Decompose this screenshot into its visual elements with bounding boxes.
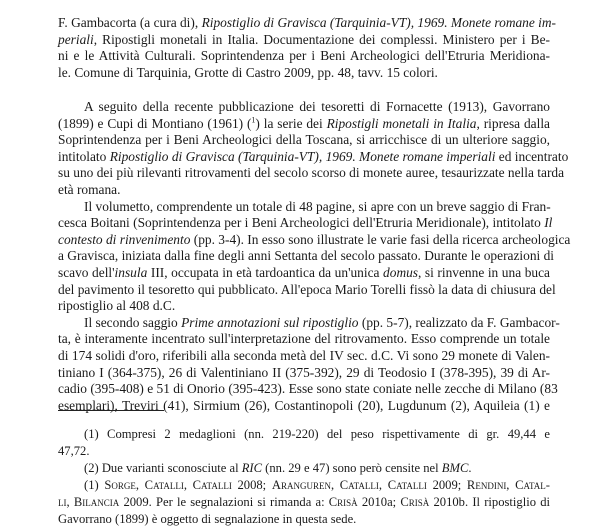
body-line: età romana. bbox=[58, 181, 121, 197]
body-line: su uno dei più rilevanti ritrovamenti del secolo scorso di monete auree, tesaurizzate nella tarda bbox=[58, 165, 565, 181]
body-line: contesto di rinvenimento (pp. 3-4). In esso sono illustrate le varie fasi della ricerca archeologica bbox=[58, 231, 571, 247]
body-line: scavo dell'insula III, occupata in età tardoantica da un'unica domus, si rinvenne in una buca bbox=[58, 264, 550, 280]
header-line: F. Gambacorta (a cura di), Ripostiglio di Gravisca (Tarquinia-VT), 1969. Monete romane im- bbox=[58, 15, 557, 30]
footnote-line: (1) Compresi 2 medaglioni (nn. 219-220) del peso rispettivamente di gr. 49,44 e bbox=[84, 427, 550, 441]
body-text bbox=[58, 99, 571, 414]
footnote-line: (1) Sorge, Catalli, Catalli 2008; Aranguren, Catalli, Catalli 2009; Rendini, Catal- bbox=[84, 478, 550, 492]
footnotes bbox=[58, 426, 550, 528]
footnote-line: 47,72. bbox=[58, 444, 90, 458]
footnote-line: (2) Due varianti sconosciute al RIC (nn. 29 e 47) sono però censite nel BMC. bbox=[84, 461, 472, 475]
body-line: di 174 solidi d'oro, riferibili alla seconda metà del IV sec. d.C. Vi sono 29 monete di Valen- bbox=[58, 347, 550, 363]
footnote-line: Gavorrano (1899) è oggetto di segnalazione in questa sede. bbox=[58, 512, 357, 526]
body-line: cadio (395-408) e 51 di Onorio (395-423). Esse sono state coniate nelle zecche di Milano (83 bbox=[58, 381, 558, 397]
body-line: Il secondo saggio Prime annotazioni sul ripostiglio (pp. 5-7), realizzato da F. Gambacor- bbox=[84, 314, 560, 330]
header-line: ni e le Attività Culturali. Soprintendenza per i Beni Archeologici dell'Etruria Meridiona- bbox=[58, 48, 550, 64]
body-line: (1899) e Cupi di Montiano (1961) ($^1$) la serie dei Ripostigli monetali in Italia, ripresa dalla bbox=[58, 115, 550, 131]
footnote-line: li, Bilancia 2009. Per le segnalazioni si rimanda a: Crisà 2010a; Crisà 2010b. Il ripostiglio di bbox=[58, 495, 550, 509]
bibliographic-header bbox=[58, 15, 557, 81]
body-line: ta, è interamente incentrato sull'interpretazione del ritrovamento. Esso comprende un totale bbox=[58, 331, 550, 347]
body-line: Soprintendenza per i Beni Archeologici della Toscana, si arricchisce di un ulteriore saggio, bbox=[58, 132, 550, 148]
header-line: le. Comune di Tarquinia, Grotte di Castro 2009, pp. 48, tavv. 15 colori. bbox=[58, 64, 438, 80]
body-line: ripostiglio al 408 d.C. bbox=[58, 298, 176, 314]
body-line: tiniano I (364-375), 26 di Valentiniano II (375-392), 29 di Teodosio I (378-395), 39 di Ar- bbox=[58, 364, 550, 380]
body-line: Il volumetto, comprendente un totale di 48 pagine, si apre con un breve saggio di Fran- bbox=[84, 198, 551, 214]
body-line: cesca Boitani (Soprintendenza per i Beni Archeologici dell'Etruria Meridionale), intitolato Il bbox=[58, 215, 553, 231]
body-line: A seguito della recente pubblicazione dei tesoretti di Fornacette (1913), Gavorrano bbox=[84, 99, 550, 114]
body-line: del pavimento il tesoretto qui pubblicato. All'epoca Mario Torelli fissò la data di chiusura del bbox=[58, 281, 556, 297]
body-line: a Gravisca, iniziata dalla fine degli anni Settanta del secolo passato. Durante le operazioni di bbox=[58, 248, 555, 264]
footnote-rule bbox=[58, 410, 164, 411]
body-line: intitolato Ripostiglio di Gravisca (Tarquinia-VT), 1969. Monete romane imperiali ed incentrato bbox=[58, 148, 569, 164]
header-line: periali, Ripostigli monetali in Italia. Documentazione dei complessi. Ministero per i Be- bbox=[58, 31, 550, 47]
body-line: esemplari), Treviri (41), Sirmium (26), Costantinopoli (20), Lugdunum (2), Aquileia (1) e bbox=[58, 397, 550, 413]
